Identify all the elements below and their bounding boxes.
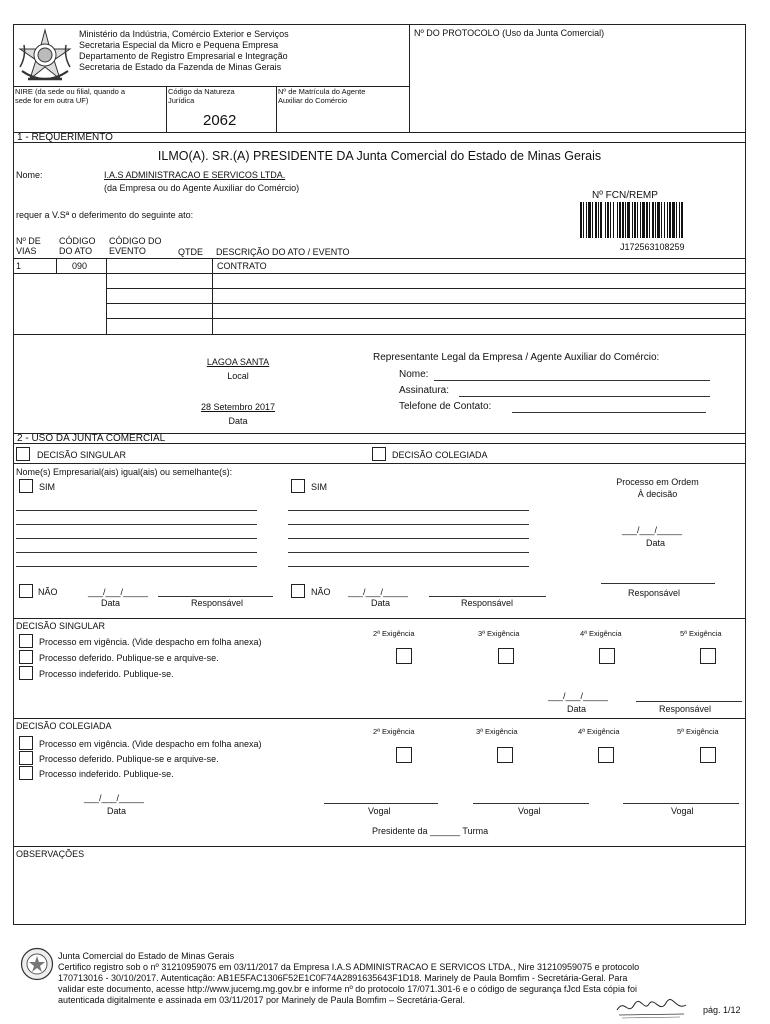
- section-uso-junta-title: 2 - USO DA JUNTA COMERCIAL: [13, 433, 746, 444]
- singular-exig-3-label: 3ª Exigência: [478, 629, 520, 638]
- protocolo-label: Nº DO PROTOCOLO (Uso da Junta Comercial): [414, 28, 605, 38]
- decisao-row-line: [13, 463, 746, 464]
- col-codato-2: DO ATO: [59, 246, 93, 256]
- col-descricao: DESCRIÇÃO DO ATO / EVENTO: [216, 247, 350, 257]
- jucemg-seal-icon: [20, 947, 54, 981]
- decisao-colegiada-label: DECISÃO COLEGIADA: [392, 450, 488, 460]
- singular-exig-4-checkbox[interactable]: [599, 648, 615, 664]
- ordem-responsavel-line: [601, 583, 715, 584]
- singular-exig-2-checkbox[interactable]: [396, 648, 412, 664]
- col-vias-1: Nº DE: [16, 236, 41, 246]
- col-qtde: QTDE: [178, 247, 204, 257]
- colegiada-exig-5-label: 5ª Exigência: [677, 727, 719, 736]
- nire-label-1: NIRE (da sede ou filial, quando a: [15, 87, 126, 96]
- main-title: ILMO(A). SR.(A) PRESIDENTE DA Junta Comercial do Estado de Minas Gerais: [157, 149, 602, 163]
- company-name: I.A.S ADMINISTRACAO E SERVICOS LTDA.: [104, 170, 286, 180]
- brazil-coat-of-arms-icon: [16, 27, 74, 85]
- singular-exig-3-checkbox[interactable]: [498, 648, 514, 664]
- matricula-label-2: Auxiliar do Comércio: [278, 96, 348, 105]
- ordem-date-label: Data: [646, 538, 666, 548]
- singular-title: DECISÃO SINGULAR: [16, 621, 106, 631]
- singular-exig-5-label: 5ª Exigência: [680, 629, 722, 638]
- colegiada-date-label: Data: [107, 806, 127, 816]
- singular-date: ___/___/_____: [548, 691, 609, 701]
- colegiada-date: ___/___/_____: [84, 793, 145, 803]
- presidente-turma: Presidente da ______ Turma: [372, 826, 489, 836]
- decisao-singular-label: DECISÃO SINGULAR: [37, 450, 127, 460]
- colegiada-deferido-label: Processo deferido. Publique-se e arquive-se.: [39, 754, 219, 764]
- nao-responsavel-line-2: [429, 596, 546, 597]
- colegiada-indeferido-label: Processo indeferido. Publique-se.: [39, 769, 174, 779]
- nomes-label: Nome(s) Empresarial(ais) igual(ais) ou semelhante(s):: [16, 467, 233, 477]
- matricula-label-1: Nº de Matrícula do Agente: [278, 87, 366, 96]
- nao-responsavel-label-1: Responsável: [191, 598, 244, 608]
- section-requerimento-title: 1 - REQUERIMENTO: [13, 132, 746, 143]
- nao-checkbox-1[interactable]: [19, 584, 33, 598]
- local-label: Local: [227, 371, 249, 381]
- vogal-line-3: [623, 803, 739, 804]
- header-divider-3: [276, 86, 277, 133]
- org-line-4: Secretaria de Estado da Fazenda de Minas Gerais: [79, 62, 282, 72]
- signature-icon: [614, 996, 690, 1020]
- observacoes-divider: [13, 846, 746, 847]
- colegiada-vigencia-checkbox[interactable]: [19, 736, 33, 750]
- rep-telefone-line: [512, 412, 706, 413]
- singular-responsavel-line: [636, 701, 742, 702]
- row-descricao: CONTRATO: [217, 261, 267, 271]
- rep-nome-line: [434, 380, 710, 381]
- barcode-number: J172563108259: [620, 242, 685, 252]
- colegiada-exig-3-label: 3ª Exigência: [476, 727, 518, 736]
- nao-label-2: NÃO: [311, 587, 331, 597]
- vogal-line-2: [473, 803, 589, 804]
- nao-responsavel-label-2: Responsável: [461, 598, 514, 608]
- singular-exig-4-label: 4ª Exigência: [580, 629, 622, 638]
- singular-vigencia-label: Processo em vigência. (Vide despacho em folha anexa): [39, 637, 262, 647]
- nao-date-1: ___/___/_____: [88, 587, 149, 597]
- colegiada-deferido-checkbox[interactable]: [19, 751, 33, 765]
- nao-date-2: ___/___/_____: [348, 587, 409, 597]
- rep-assinatura-label: Assinatura:: [399, 385, 450, 396]
- colegiada-vigencia-label: Processo em vigência. (Vide despacho em folha anexa): [39, 739, 262, 749]
- col-codevento-1: CÓDIGO DO: [109, 236, 162, 246]
- colegiada-indeferido-checkbox[interactable]: [19, 766, 33, 780]
- decisao-colegiada-checkbox[interactable]: [372, 447, 386, 461]
- observacoes-label: OBSERVAÇÕES: [16, 849, 85, 859]
- singular-deferido-label: Processo deferido. Publique-se e arquive-se.: [39, 653, 219, 663]
- org-line-2: Secretaria Especial da Micro e Pequena Empresa: [79, 40, 279, 50]
- col-codato-1: CÓDIGO: [59, 236, 96, 246]
- singular-divider: [13, 618, 746, 619]
- singular-deferido-checkbox[interactable]: [19, 650, 33, 664]
- singular-responsavel-label: Responsável: [659, 704, 712, 714]
- row-codato: 090: [72, 261, 88, 271]
- singular-indeferido-checkbox[interactable]: [19, 666, 33, 680]
- footer-line-2: Certifico registro sob o nº 31210959075 em 03/11/2017 da Empresa I.A.S ADMINISTRACAO E SERVICOS LTDA., Nire 31210959075 e protocolo: [58, 962, 640, 972]
- rep-nome-label: Nome:: [399, 369, 429, 380]
- sim-label-2: SIM: [311, 482, 328, 492]
- nome-label: Nome:: [16, 170, 43, 180]
- rep-telefone-label: Telefone de Contato:: [399, 401, 492, 412]
- requer-text: requer a V.Sª o deferimento do seguinte ato:: [16, 210, 194, 220]
- org-line-1: Ministério da Indústria, Comércio Exterior e Serviços: [79, 29, 289, 39]
- singular-vigencia-checkbox[interactable]: [19, 634, 33, 648]
- ordem-responsavel-label: Responsável: [628, 588, 681, 598]
- row-vias: 1: [16, 261, 22, 271]
- nome-hint: (da Empresa ou do Agente Auxiliar do Comércio): [104, 183, 300, 193]
- colegiada-exig-3-checkbox[interactable]: [497, 747, 513, 763]
- colegiada-title: DECISÃO COLEGIADA: [16, 721, 112, 731]
- colegiada-exig-2-label: 2ª Exigência: [373, 727, 415, 736]
- barcode: [578, 202, 733, 240]
- data-value: 28 Setembro 2017: [200, 402, 276, 412]
- data-label: Data: [228, 416, 248, 426]
- col-codevento-2: EVENTO: [109, 246, 146, 256]
- singular-indeferido-label: Processo indeferido. Publique-se.: [39, 669, 174, 679]
- nao-data-label-2: Data: [371, 598, 391, 608]
- footer-line-5: autenticada digitalmente e assinada em 03/11/2017 por Marinely de Paula Bomfim – Secretária-Geral.: [58, 995, 466, 1005]
- vogal-label-1: Vogal: [368, 806, 391, 816]
- processo-ordem-2: À decisão: [637, 489, 678, 499]
- natureza-label-1: Código da Natureza: [168, 87, 235, 96]
- rep-title: Representante Legal da Empresa / Agente Auxiliar do Comércio:: [373, 352, 660, 363]
- vogal-line-1: [324, 803, 438, 804]
- page-number: pág. 1/12: [703, 1005, 741, 1015]
- vogal-label-2: Vogal: [518, 806, 541, 816]
- nire-label-2: sede for em outra UF): [15, 96, 89, 105]
- decisao-singular-checkbox[interactable]: [16, 447, 30, 461]
- footer-line-3: 170713016 - 30/10/2017. Autenticação: AB1E5FAC1306F52E1C0F74A2891635643F1D18. Marinely de Paula Bomfim - Secretária-Geral. Para: [58, 973, 628, 983]
- fcn-label: Nº FCN/REMP: [592, 190, 658, 201]
- local-value: LAGOA SANTA: [206, 357, 270, 367]
- natureza-label-2: Jurídica: [168, 96, 195, 105]
- colegiada-exig-2-checkbox[interactable]: [396, 747, 412, 763]
- sim-checkbox-1[interactable]: [19, 479, 33, 493]
- footer-line-4: validar este documento, acesse http://www.jucemg.mg.gov.br e informe nº do protocolo 17/071.301-6 e o código de segurança fJcd Esta cópia foi: [58, 984, 637, 994]
- nao-responsavel-line-1: [158, 596, 273, 597]
- singular-date-label: Data: [567, 704, 587, 714]
- sim-label-1: SIM: [39, 482, 56, 492]
- uso-junta-frame: [13, 443, 746, 925]
- header-divider-2: [166, 86, 167, 133]
- ordem-date: ___/___/_____: [622, 525, 683, 535]
- nao-checkbox-2[interactable]: [291, 584, 305, 598]
- natureza-value: 2062: [203, 112, 237, 129]
- singular-exig-5-checkbox[interactable]: [700, 648, 716, 664]
- colegiada-divider: [13, 718, 746, 719]
- col-vias-2: VIAS: [16, 246, 37, 256]
- org-line-3: Departamento de Registro Empresarial e Integração: [79, 51, 288, 61]
- rep-assinatura-line: [459, 396, 710, 397]
- nao-data-label-1: Data: [101, 598, 121, 608]
- footer-line-1: Junta Comercial do Estado de Minas Gerais: [58, 951, 235, 961]
- sim-checkbox-2[interactable]: [291, 479, 305, 493]
- processo-ordem-1: Processo em Ordem: [616, 477, 699, 487]
- singular-exig-2-label: 2ª Exigência: [373, 629, 415, 638]
- colegiada-exig-5-checkbox[interactable]: [700, 747, 716, 763]
- vogal-label-3: Vogal: [671, 806, 694, 816]
- nao-label-1: NÃO: [38, 587, 58, 597]
- header-divider: [409, 24, 410, 133]
- colegiada-exig-4-checkbox[interactable]: [598, 747, 614, 763]
- colegiada-exig-4-label: 4ª Exigência: [578, 727, 620, 736]
